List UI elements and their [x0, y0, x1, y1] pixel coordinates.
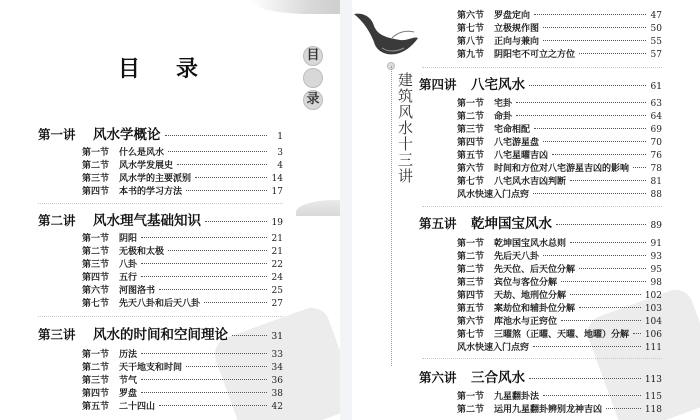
leader-dots: [159, 289, 267, 290]
section-number: 第二节: [82, 363, 110, 373]
page-number: 64: [650, 112, 662, 122]
toc-section[interactable]: [457, 109, 662, 122]
leader-dots: [543, 255, 646, 256]
left-page: [0, 0, 340, 420]
page-number: 111: [644, 343, 662, 353]
mulu-badge: [302, 46, 324, 110]
toc-section[interactable]: [457, 122, 662, 135]
toc-lecture[interactable]: [38, 123, 283, 143]
page-number: 27: [271, 299, 283, 309]
toc-section[interactable]: [82, 244, 283, 257]
leader-dots: [205, 221, 267, 222]
leader-dots: [579, 53, 646, 54]
toc-section[interactable]: [457, 8, 662, 21]
page-number: 104: [644, 317, 662, 327]
separator: [38, 316, 283, 317]
page-number: 76: [650, 151, 662, 161]
page-number: 21: [271, 234, 283, 244]
toc-section[interactable]: [457, 327, 662, 340]
leader-dots: [195, 177, 267, 178]
leader-dots: [186, 190, 267, 191]
section-number: 第五节: [457, 304, 485, 314]
toc-section[interactable]: [82, 360, 283, 373]
section-number: 第六节: [457, 317, 485, 327]
leader-dots: [556, 224, 646, 225]
page-number: 89: [650, 221, 662, 231]
lecture-title: 乾坤国宝风水: [471, 216, 552, 232]
toc-section[interactable]: [457, 236, 662, 249]
leader-dots: [534, 128, 646, 129]
toc-section[interactable]: [457, 174, 662, 187]
lecture-number: 第三讲: [38, 327, 76, 342]
separator: [38, 203, 283, 204]
page-number: 24: [271, 273, 283, 283]
page-number: 118: [644, 405, 662, 415]
lecture-number: 第四讲: [419, 77, 457, 92]
badge-bottom: 录: [303, 90, 323, 110]
page-number: 95: [650, 265, 662, 275]
page-number: 81: [650, 177, 662, 187]
leader-dots: [533, 193, 646, 194]
section-title: 风水学的主要派别: [119, 174, 192, 184]
page-number: 47: [650, 11, 662, 21]
separator: [422, 67, 662, 68]
toc-section[interactable]: [457, 314, 662, 327]
toc-extra-item[interactable]: [457, 187, 662, 200]
leader-dots: [533, 346, 641, 347]
toc-lecture[interactable]: [38, 323, 283, 343]
leader-dots: [529, 378, 641, 379]
section-number: 第四节: [457, 138, 485, 148]
page-number: 69: [650, 125, 662, 135]
leader-dots: [633, 333, 641, 334]
toc-section[interactable]: [82, 373, 283, 386]
page-number: 22: [271, 260, 283, 270]
ink-wash-decoration: [296, 200, 340, 216]
section-number: 第三节: [82, 174, 110, 184]
section-number: 第一节: [457, 99, 485, 109]
toc-section[interactable]: [457, 96, 662, 109]
section-title: 命卦: [494, 112, 513, 122]
toc-extra-item[interactable]: [457, 340, 662, 353]
page-number: 103: [644, 304, 662, 314]
toc-section[interactable]: [457, 389, 662, 402]
page-number: 17: [271, 187, 283, 197]
section-title: 先天位、后天位分解: [494, 265, 576, 275]
section-number: 第二节: [457, 405, 485, 415]
leader-dots: [204, 302, 267, 303]
leader-dots: [168, 151, 267, 152]
section-number: 第二节: [457, 265, 485, 275]
section-title: 九星翻卦法: [494, 392, 540, 402]
leader-dots: [529, 85, 646, 86]
toc-section[interactable]: [457, 301, 662, 314]
section-title: 天劫、地刑位分解: [494, 291, 567, 301]
section-title: 二十四山: [119, 402, 156, 412]
toc-section[interactable]: [82, 386, 283, 399]
section-number: 第五节: [457, 151, 485, 161]
leader-dots: [579, 307, 641, 308]
page-number: 106: [644, 330, 662, 340]
section-title: 罗盘: [119, 389, 138, 399]
leader-dots: [232, 335, 267, 336]
ink-wash-decoration: [250, 0, 340, 14]
page-number: 55: [650, 37, 662, 47]
toc-section[interactable]: [82, 158, 283, 171]
section-number: 第四节: [82, 273, 110, 283]
section-number: 第一节: [457, 392, 485, 402]
section-number: 第四节: [457, 291, 485, 301]
page-number: 78: [650, 164, 662, 174]
leader-dots: [543, 40, 646, 41]
lecture-title: 三合风水: [471, 370, 525, 386]
toc-section[interactable]: [82, 296, 283, 309]
leader-dots: [141, 379, 267, 380]
book-title-vertical: 建筑风水十三讲: [396, 72, 414, 184]
section-title: 运用九星翻卦辨别龙神吉凶: [494, 405, 603, 415]
section-number: 第五节: [82, 402, 110, 412]
leader-dots: [141, 276, 267, 277]
section-title: 风水快速入门点窍: [457, 343, 530, 353]
toc-lecture[interactable]: [419, 73, 662, 93]
toc-section[interactable]: [82, 184, 283, 197]
section-title: 阴阳宅不可立之方位: [494, 50, 576, 60]
section-title: 乾坤国宝风水总则: [494, 239, 567, 249]
page-number: 38: [271, 389, 283, 399]
section-title: 宅卦: [494, 99, 513, 109]
leader-dots: [141, 263, 267, 264]
section-number: 第三节: [457, 125, 485, 135]
page-number: 50: [650, 24, 662, 34]
page-number: 21: [271, 247, 283, 257]
section-title: 天干地支和时间: [119, 363, 183, 373]
toc-section[interactable]: [457, 135, 662, 148]
section-title: 阴阳: [119, 234, 138, 244]
section-title: 三曜煞（正曜、天曜、地曜）分解: [494, 330, 630, 340]
leader-dots: [552, 154, 646, 155]
toc-section[interactable]: [82, 145, 283, 158]
section-title: 宾位与客位分解: [494, 278, 558, 288]
page-number: 57: [650, 50, 662, 60]
toc-section[interactable]: [82, 231, 283, 244]
section-title: 案劫位和辅卦位分解: [494, 304, 576, 314]
lecture-number: 第一讲: [38, 127, 76, 142]
section-number: 第三节: [457, 278, 485, 288]
section-number: 第一节: [82, 234, 110, 244]
section-number: 第八节: [457, 37, 485, 47]
page-number: 14: [271, 174, 283, 184]
toc-lecture[interactable]: [38, 209, 283, 229]
page-number: 3: [277, 148, 283, 158]
section-title: 八宅星曜吉凶: [494, 151, 549, 161]
section-number: 第九节: [457, 50, 485, 60]
dragon-head-ink-illustration: [352, 8, 422, 58]
page-number: 36: [271, 376, 283, 386]
section-number: 第一节: [82, 148, 110, 158]
section-title: 五行: [119, 273, 138, 283]
page-number: 113: [644, 375, 662, 385]
toc-section[interactable]: [457, 249, 662, 262]
leader-dots: [543, 395, 641, 396]
section-number: 第二节: [82, 161, 110, 171]
toc-section[interactable]: [82, 257, 283, 270]
lecture-title: 风水的时间和空间理论: [93, 327, 228, 343]
page-number: 25: [271, 286, 283, 296]
section-number: 第七节: [457, 24, 485, 34]
section-title: 无极和太极: [119, 247, 165, 257]
section-number: 第七节: [82, 299, 110, 309]
section-title: 立极规作图: [494, 24, 540, 34]
page-number: 33: [271, 350, 283, 360]
leader-dots: [579, 268, 646, 269]
section-title: 八宅风水吉凶判断: [494, 177, 567, 187]
leader-dots: [141, 392, 267, 393]
page-number: 91: [650, 239, 662, 249]
section-number: 第七节: [457, 177, 485, 187]
lecture-title: 风水理气基础知识: [93, 213, 201, 229]
toc-section[interactable]: [457, 47, 662, 60]
toc-lecture[interactable]: [419, 212, 662, 232]
toc-lecture[interactable]: [419, 366, 662, 386]
leader-dots: [186, 366, 267, 367]
page-number: 93: [650, 252, 662, 262]
toc-section[interactable]: [457, 21, 662, 34]
section-title: 先后天八卦: [494, 252, 540, 262]
toc-section[interactable]: [457, 148, 662, 161]
section-number: 第七节: [457, 330, 485, 340]
leader-dots: [516, 115, 646, 116]
toc-section[interactable]: [457, 275, 662, 288]
toc-section[interactable]: [82, 347, 283, 360]
page-number: 4: [277, 161, 283, 171]
section-title: 历法: [119, 350, 138, 360]
page-number: 31: [271, 332, 283, 342]
lecture-number: 第二讲: [38, 213, 76, 228]
leader-dots: [177, 164, 267, 165]
title-char: 录: [176, 56, 235, 82]
leader-dots: [534, 14, 646, 15]
lecture-number: 第五讲: [419, 216, 457, 231]
section-number: 第一节: [82, 350, 110, 360]
leader-dots: [561, 281, 646, 282]
page-number: 98: [650, 278, 662, 288]
section-number: 第一节: [457, 239, 485, 249]
toc-section[interactable]: [82, 283, 283, 296]
leader-dots: [570, 294, 641, 295]
leader-dots: [141, 237, 267, 238]
toc-section[interactable]: [457, 34, 662, 47]
toc-section[interactable]: [457, 161, 662, 174]
section-number: 第四节: [82, 187, 110, 197]
leader-dots: [543, 141, 646, 142]
section-number: 第二节: [457, 252, 485, 262]
toc-section[interactable]: [457, 262, 662, 275]
section-title: 节气: [119, 376, 138, 386]
section-number: 第三节: [82, 376, 110, 386]
section-number: 第四节: [82, 389, 110, 399]
toc-section[interactable]: [82, 171, 283, 184]
leader-dots: [165, 135, 268, 136]
page-number: 102: [644, 291, 662, 301]
leader-dots: [570, 180, 646, 181]
section-number: 第二节: [82, 247, 110, 257]
toc-section[interactable]: [457, 402, 662, 415]
badge-middle: [303, 68, 323, 88]
page-number: 88: [650, 190, 662, 200]
page-number: 42: [271, 402, 283, 412]
separator: [422, 358, 662, 359]
toc-section[interactable]: [82, 270, 283, 283]
page-number: 19: [271, 218, 283, 228]
leader-dots: [561, 320, 641, 321]
title-char: 目: [118, 56, 177, 82]
section-title: 八宅游星盘: [494, 138, 540, 148]
section-title: 风水快速入门点窍: [457, 190, 530, 200]
leader-dots: [606, 408, 641, 409]
lecture-title: 八宅风水: [471, 77, 525, 93]
lecture-number: 第六讲: [419, 370, 457, 385]
page-title: [118, 52, 234, 83]
section-title: 先天八卦和后天八卦: [119, 299, 201, 309]
page-number: 1: [277, 132, 283, 142]
section-title: 河图洛书: [119, 286, 156, 296]
page-number: 70: [650, 138, 662, 148]
lecture-title: 风水学概论: [93, 127, 161, 143]
page-number: 61: [650, 82, 662, 92]
leader-dots: [516, 102, 646, 103]
section-title: 正向与兼向: [494, 37, 540, 47]
leader-dots: [570, 242, 646, 243]
toc-section[interactable]: [457, 288, 662, 301]
toc-section[interactable]: [82, 399, 283, 412]
section-title: 库池水与正窍位: [494, 317, 558, 327]
page-number: 63: [650, 99, 662, 109]
leader-dots: [168, 250, 267, 251]
section-number: 第三节: [82, 260, 110, 270]
leader-dots: [141, 353, 267, 354]
vertical-rule: [391, 66, 392, 366]
section-number: 第二节: [457, 112, 485, 122]
page-number: 34: [271, 363, 283, 373]
section-title: 八卦: [119, 260, 138, 270]
section-title: 风水学发展史: [119, 161, 174, 171]
section-title: 宅命相配: [494, 125, 531, 135]
book-gutter: [340, 0, 352, 420]
section-title: 时间和方位对八宅游星吉凶的影响: [494, 164, 630, 174]
section-number: 第六节: [82, 286, 110, 296]
section-number: 第六节: [457, 11, 485, 21]
section-number: 第六节: [457, 164, 485, 174]
badge-top: 目: [303, 46, 323, 66]
section-title: 什么是风水: [119, 148, 165, 158]
leader-dots: [543, 27, 646, 28]
separator: [422, 206, 662, 207]
leader-dots: [633, 167, 646, 168]
page-number: 115: [644, 392, 662, 402]
section-title: 本书的学习方法: [119, 187, 183, 197]
section-title: 罗盘定向: [494, 11, 531, 21]
leader-dots: [159, 405, 267, 406]
right-page: [352, 0, 700, 420]
